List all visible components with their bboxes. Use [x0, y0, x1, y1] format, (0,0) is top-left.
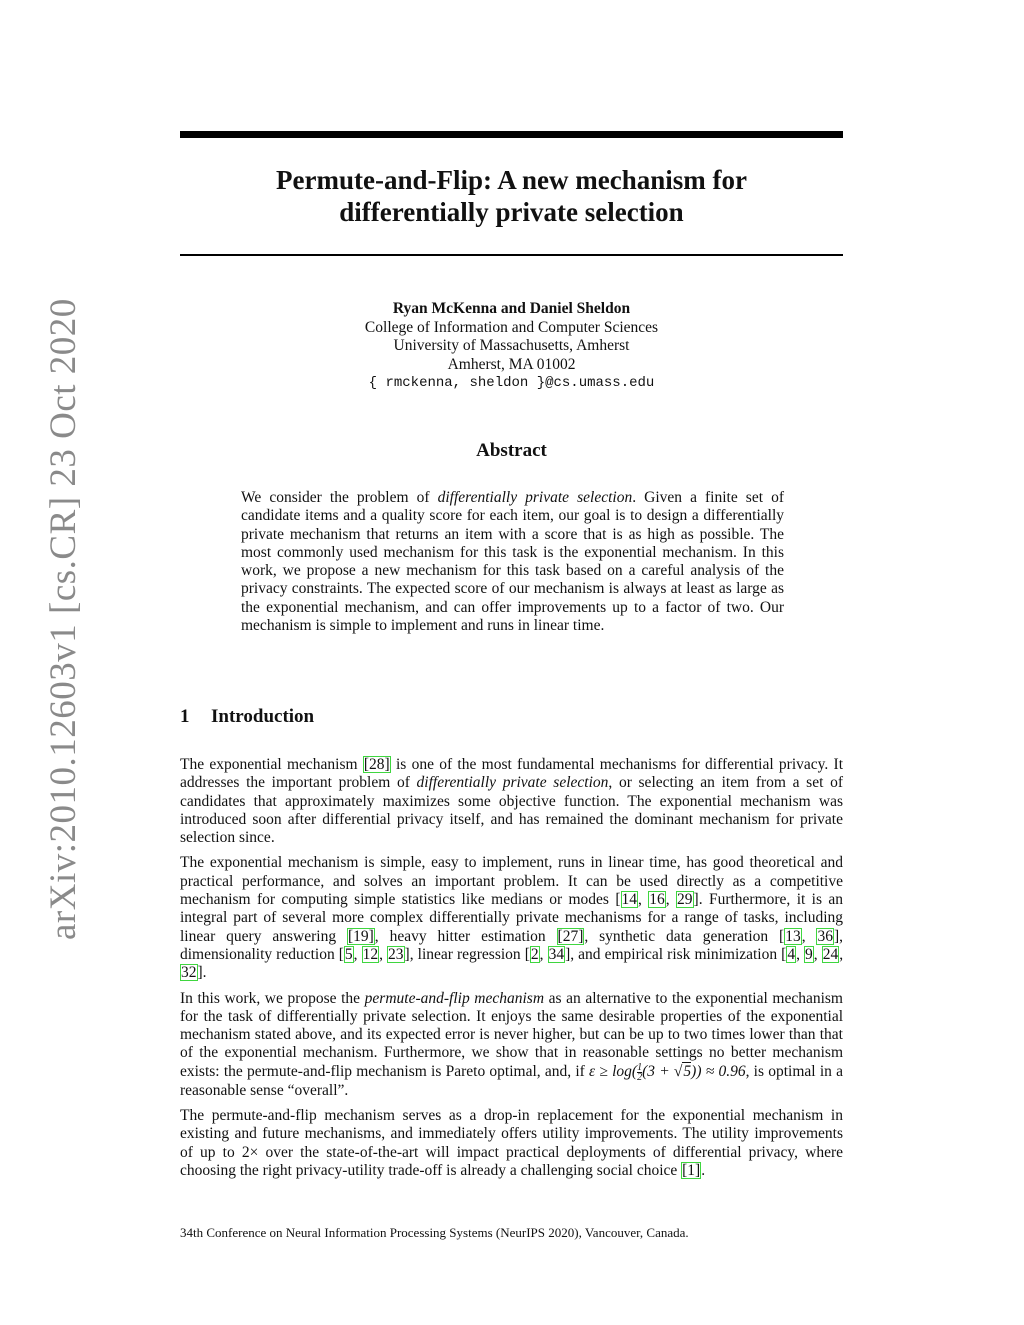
intro-paragraph-4	[180, 1107, 843, 1180]
text-run: , is optimal in a reasonable sense “overall”.	[180, 1062, 843, 1099]
text-run: The permute-and-flip mechanism serves as a drop-in replacement for the exponential mechanism in existing and future mechanisms, and immediately offers utility improvements. The utility improvements of up to 2× over the state-of-the-art will impact practical deployments of differential privacy, where choosing the right privacy-utility trade-off is already a challenging social choice	[180, 1107, 843, 1179]
math-sqrt-radicand: 5	[683, 1062, 692, 1080]
text-run: , synthetic data generation [	[584, 927, 785, 945]
paper-title	[180, 164, 843, 228]
emphasis-text: differentially private selection	[416, 774, 609, 792]
intro-paragraph-2: The exponential mechanism is simple, easy to implement, runs in linear time, has good theoretical and practical performance, and solves an important problem. It can be used directly as a competitive mechanism for computing simple statistics like medians or modes [14, 16, 29]. Furthermore, it is an integral part of several more complex differentially private mechanisms for a range of tasks, including linear query answering [19], heavy hitter estimation [27], synthetic data generation [13, 36], dimensionality reduction [5, 12, 23], linear regression [2, 34], and empirical risk minimization [4, 9, 24, 32].	[180, 854, 844, 982]
title-bottom-rule	[180, 254, 843, 256]
text-run: The exponential mechanism	[180, 756, 363, 773]
intro-paragraph-3	[180, 990, 843, 1100]
author-email: { rmckenna, sheldon }@cs.umass.edu	[368, 375, 655, 391]
text-run: ], dimensionality reduction [	[180, 927, 844, 963]
title-line-2: differentially private selection	[339, 197, 684, 227]
math-part: ε ≥ log(	[589, 1062, 638, 1080]
abstract-text-part: . Given a finite set of candidate items and a quality score for each item, our goal is to design a differentially private mechanism that returns an item with a score that is as high as possible. The most commonly used mechanism for this task is the exponential mechanism. In this work, we propose a new mechanism for this task based on a careful analysis of the privacy constraints. The expected score of our mechanism is always at least as large as the exponential mechanism, and can offer improvements up to a factor of two. Our mechanism is simple to implement and runs in linear time.	[241, 489, 784, 635]
section-number: 1	[180, 706, 190, 727]
text-run: is one of the most fundamental mechanisms for differential privacy. It addresses the important problem of	[180, 756, 843, 792]
text-run: .	[701, 1161, 706, 1179]
citation-link[interactable]: 12	[362, 945, 379, 963]
fraction-denominator: 2	[637, 1071, 643, 1083]
section-title: Introduction	[211, 706, 315, 727]
citation-link[interactable]: [27]	[557, 927, 584, 945]
author-university: University of Massachusetts, Amherst	[393, 337, 630, 354]
citation-link[interactable]: 23	[388, 945, 404, 963]
citation-link[interactable]: 16	[649, 891, 665, 909]
text-run: In this work, we propose the	[180, 989, 365, 1007]
citation-link[interactable]: 36	[817, 927, 833, 945]
citation-link[interactable]: [1]	[682, 1161, 701, 1179]
citation-link[interactable]: 4	[787, 945, 796, 963]
text-run: The exponential mechanism is simple, easy to implement, runs in linear time, has good theoretical and practical performance, and solves an important problem. It can be used directly as a competitive mechanism for computing simple statistics like medians or modes [	[180, 854, 843, 909]
citation-link[interactable]: 29	[677, 891, 693, 909]
abstract-text	[241, 489, 784, 635]
section-heading	[180, 706, 314, 728]
title-top-rule	[180, 131, 843, 138]
math-part: )) ≈ 0.96	[691, 1062, 746, 1080]
abstract-text-part: We consider the problem of	[241, 489, 438, 506]
abstract-emphasis: differentially private selection	[437, 489, 633, 506]
citation-link[interactable]: 24	[822, 945, 839, 963]
citation-link[interactable]: 9	[805, 945, 813, 963]
emphasis-text: permute-and-flip mechanism	[364, 989, 545, 1007]
math-part: (3 +	[642, 1062, 674, 1080]
text-run: , or selecting an item from a set of candidates that approximately maximizes some objective function. The exponential mechanism was introduced soon after differential privacy itself, and has remained the dominant mechanism for private selection since.	[180, 774, 843, 847]
citation-link[interactable]: 2	[530, 945, 539, 963]
citation-link[interactable]: [28]	[363, 756, 390, 773]
citation-link[interactable]: 14	[621, 891, 638, 909]
text-run: ], linear regression [	[404, 945, 530, 963]
intro-paragraph-1	[180, 756, 843, 847]
text-run: ].	[197, 964, 207, 982]
inline-math: ε ≥ log( $\frac{1}{2}$ (3 + √5)) ≈ 0.96	[589, 1061, 746, 1083]
conference-footnote: 34th Conference on Neural Information Processing Systems (NeurIPS 2020), Vancouver, Canada.	[180, 1225, 689, 1240]
abstract-heading: Abstract	[476, 440, 547, 461]
author-names: Ryan McKenna and Daniel Sheldon	[392, 300, 631, 317]
text-run: ], and empirical risk minimization [	[565, 945, 787, 963]
intro-body	[180, 756, 843, 1187]
author-city: Amherst, MA 01002	[447, 355, 576, 373]
fraction-numerator: 1	[637, 1061, 643, 1073]
citation-link[interactable]: [19]	[347, 927, 374, 945]
text-run: as an alternative to the exponential mechanism for the task of differentially private selection. It enjoys the same desirable properties of the exponential mechanism stated above, and its expected error is never higher, but can be up to two times lower than that of the exponential mechanism. Furthermore, we show that in reasonable settings no better mechanism exists: the permute-and-flip mechanism is Pareto optimal, and, if	[180, 989, 843, 1080]
citation-link[interactable]: 32	[181, 964, 197, 982]
citation-link[interactable]: 34	[548, 945, 565, 963]
citation-link[interactable]: 13	[785, 927, 801, 945]
title-line-1: Permute-and-Flip: A new mechanism for	[276, 165, 747, 195]
arxiv-stamp: arXiv:2010.12603v1 [cs.CR] 23 Oct 2020	[43, 298, 84, 940]
text-run: ]. Furthermore, it is an integral part of several more complex differentially private mechanisms for a range of tasks, including linear query answering	[180, 891, 844, 945]
citation-link[interactable]: 5	[344, 945, 353, 963]
text-run: , heavy hitter estimation	[374, 927, 557, 945]
author-block	[180, 300, 843, 393]
author-dept: College of Information and Computer Sciences	[364, 318, 659, 336]
